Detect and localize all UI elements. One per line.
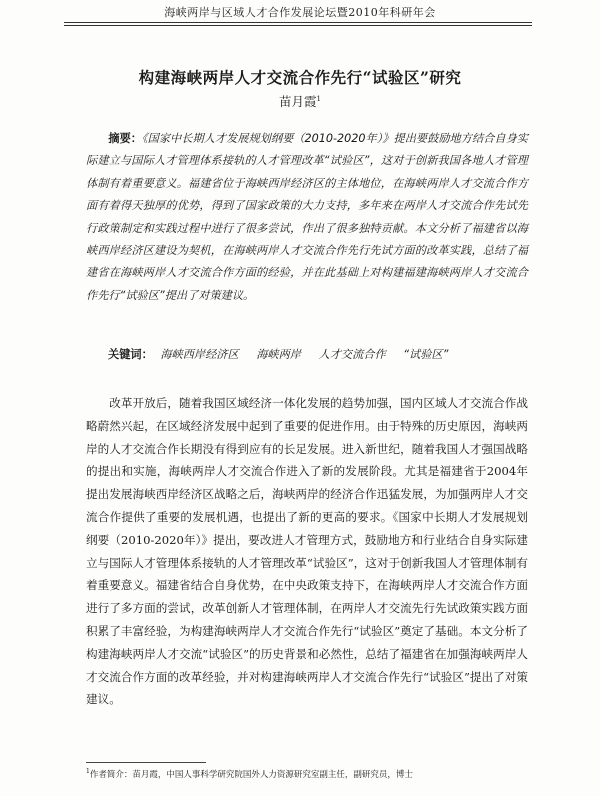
header-rule-double — [64, 25, 532, 26]
paper-title: 构建海峡两岸人才交流合作先行“试验区”研究 — [138, 68, 462, 87]
running-header: 海峡两岸与区域人才合作发展论坛暨2010年科研年会 — [164, 6, 436, 19]
header-rule — [64, 22, 532, 23]
keyword-item: 人才交流合作 — [318, 348, 386, 361]
footnote-rule — [86, 762, 206, 763]
keywords-label: 关键词： — [108, 348, 153, 361]
footnote — [86, 768, 546, 780]
footnote-text: 作者简介：苗月霞，中国人事科学研究院国外人力资源研究室副主任，副研究员，博士 — [89, 770, 413, 780]
abstract-label: 摘要： — [108, 132, 143, 145]
keyword-item: “试验区” — [403, 348, 449, 361]
keywords — [108, 346, 528, 362]
author-name: 苗月霞 — [279, 94, 317, 109]
keyword-item: 海峡西岸经济区 — [160, 348, 239, 361]
abstract-text: 《国家中长期人才发展规划纲要（2010-2020年）》提出要鼓励地方结合自身实际建立与国际人才管理体系接轨的人才管理改革“试验区”，这对于创新我国各地人才管理体制有着重要意义。福建省位于海峡西岸经济区的主体地位，在海峡两岸人才交流合作方面有着得天独厚的优势，得到了国家政策的大力支持，多年来在两岸人才交流合作先试先行政策制定和实践过程中进行了很多尝试，作出了很多独特贡献。本文分析了福建省以海峡西岸经济区建设为契机，在海峡两岸人才交流合作先行先试方面的改革实践，总结了福建省在海峡两岸人才交流合作方面的经验，并在此基础上对构建福建海峡两岸人才交流合作先行“试验区”提出了对策建议。 — [86, 132, 528, 302]
abstract — [86, 128, 528, 307]
footnote-mark: 1 — [86, 768, 90, 776]
author-line — [0, 92, 600, 110]
keyword-item: 海峡两岸 — [256, 348, 301, 361]
body-paragraph: 改革开放后，随着我国区域经济一体化发展的趋势加强，国内区域人才交流合作战略蔚然兴起，在区域经济发展中起到了重要的促进作用。由于特殊的历史原因，海峡两岸的人才交流合作长期没有得到应有的长足发展。进入新世纪，随着我国人才强国战略的提出和实施，海峡两岸人才交流合作进入了新的发展阶段。尤其是福建省于2004年提出发展海峡西岸经济区战略之后，海峡两岸的经济合作迅猛发展，为加强两岸人才交流合作提供了重要的发展机遇，也提出了新的更高的要求。《国家中长期人才发展规划纲要（2010-2020年）》提出，要改进人才管理方式，鼓励地方和行业结合自身实际建立与国际人才管理体系接轨的人才管理改革“试验区”，这对于创新我国人才管理体制有着重要意义。福建省结合自身优势，在中央政策支持下，在海峡两岸人才交流合作方面进行了多方面的尝试，改革创新人才管理体制，在两岸人才交流先行先试政策实践方面积累了丰富经验，为构建海峡两岸人才交流合作先行“试验区”奠定了基础。本文分析了构建海峡两岸人才交流“试验区”的历史背景和必然性，总结了福建省在加强海峡两岸人才交流合作方面的改革经验，并对构建海峡两岸人才交流合作先行“试验区”提出了对策建议。 — [86, 396, 528, 707]
author-footnote-mark: 1 — [316, 94, 321, 103]
